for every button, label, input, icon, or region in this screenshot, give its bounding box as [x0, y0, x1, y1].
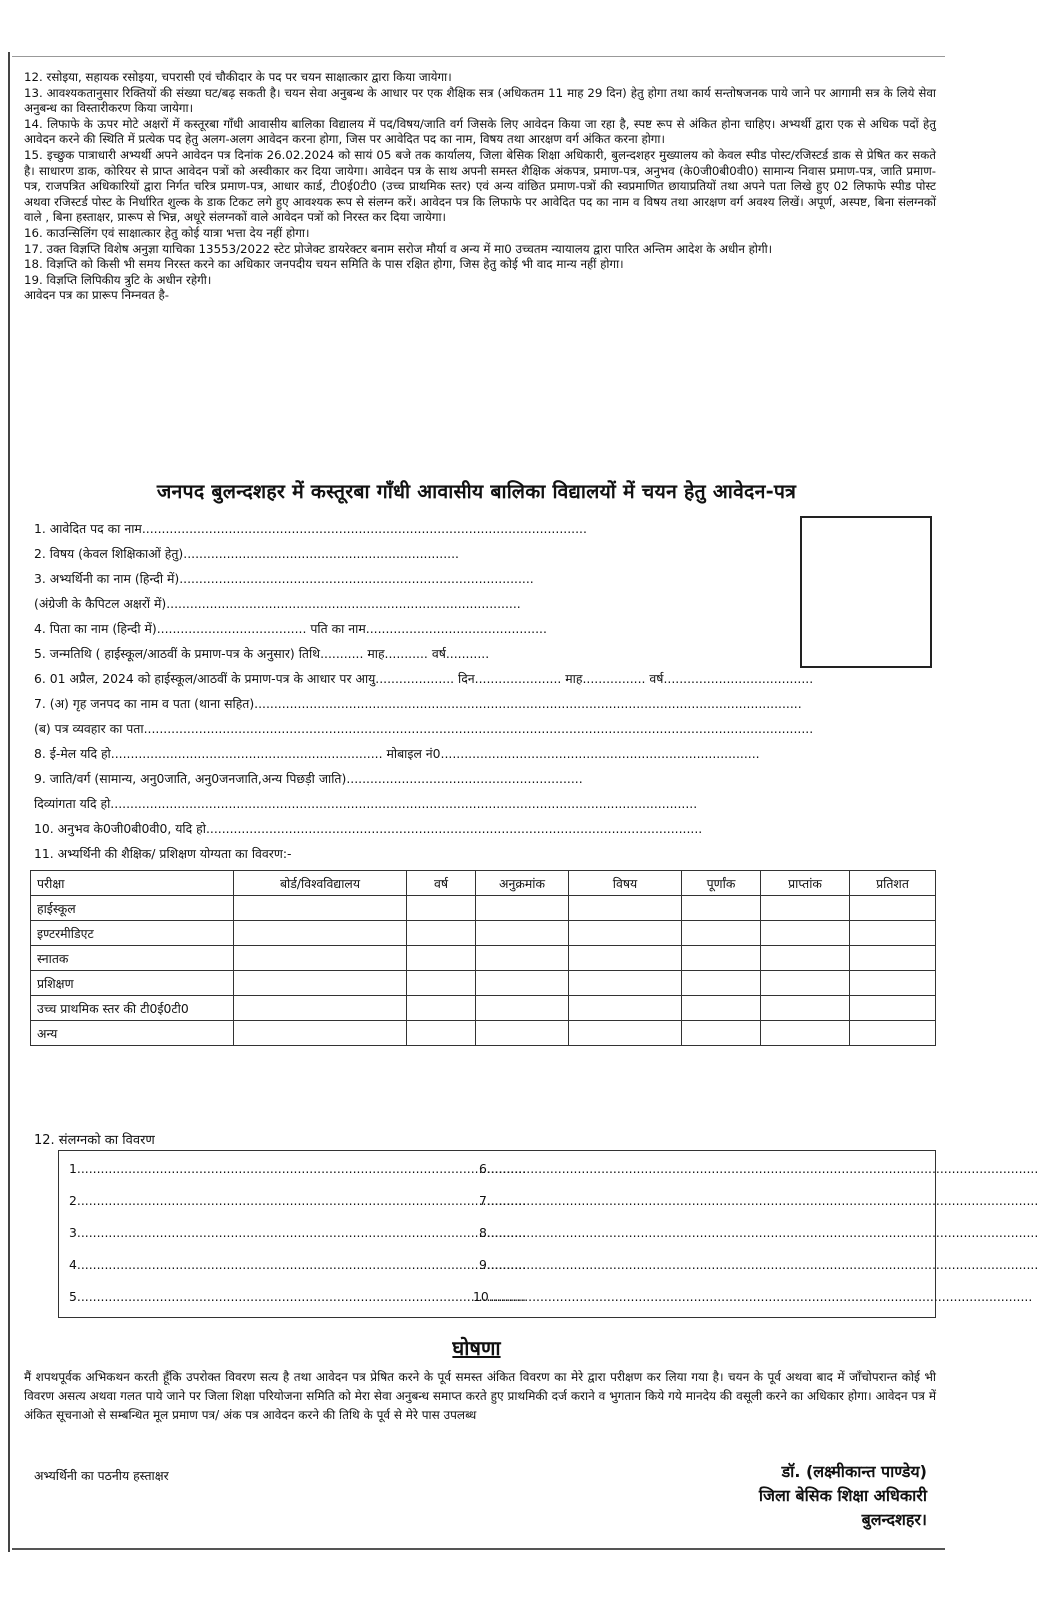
table-header-row	[31, 871, 936, 896]
row-label: स्नातक	[31, 946, 234, 971]
table-cell[interactable]	[569, 971, 682, 996]
field-subject[interactable]: 2. विषय (केवल शिक्षिकाओं हेतु)......................................................................	[34, 546, 459, 561]
field-postal-address[interactable]: (ब) पत्र व्यवहार का पता..........................................................................................................................................................................	[34, 721, 814, 736]
table-cell[interactable]	[761, 996, 850, 1021]
attachment-line[interactable]: 7............................................................................................................................................	[479, 1193, 1038, 1208]
table-cell[interactable]	[761, 1021, 850, 1046]
rule-13: 13. आवश्यकतानुसार रिक्तियों की संख्या घट/बढ़ सकती है। चयन सेवा अनुबन्ध के आधार पर एक शैक्षिक सत्र (अधिकतम 11 माह 29 दिन) हेतु होगा तथा कार्य सन्तोषजनक पाये जाने पर आगामी सत्र के लिये सेवा अनुबन्ध का विस्तारीकरण किया जायेगा।	[24, 85, 936, 116]
rule-16: 16. काउन्सिलिंग एवं साक्षात्कार हेतु कोई यात्रा भत्ता देय नहीं होगा।	[24, 225, 310, 240]
table-cell[interactable]	[850, 1021, 936, 1046]
declaration-title: घोषणा	[452, 1336, 501, 1360]
field-email-mobile[interactable]: 8. ई-मेल यदि हो..................................................................... मोबाइल नं0.................................................................................	[34, 746, 760, 761]
header-roll-number: अनुक्रमांक	[476, 871, 569, 896]
table-cell[interactable]	[569, 921, 682, 946]
table-cell[interactable]	[476, 921, 569, 946]
attachment-line[interactable]: 10..........................................................................................................................................	[473, 1289, 1033, 1304]
form-intro: आवेदन पत्र का प्रारूप निम्नवत है-	[24, 288, 170, 303]
rule-14: 14. लिफाफे के ऊपर मोटे अक्षरों में कस्तूरबा गाँधी आवासीय बालिका विद्यालय में पद/विषय/जाति वर्ग जिसके लिए आवेदन किया जा रहा है, स्पष्ट रूप से अंकित होना चाहिए। अभ्यर्थी द्वारा एक से अधिक पदों हेतु आवेदन करने की स्थिति में प्रत्येक पद हेतु अलग-अलग आवेदन करना होगा, जिस पर आवेदित पद का नाम, विषय तथा आरक्षण वर्ग अंकित करना होगा।	[24, 116, 936, 147]
table-cell[interactable]	[569, 1021, 682, 1046]
instructions-section	[24, 70, 936, 304]
table-cell[interactable]	[682, 896, 761, 921]
table-cell[interactable]	[234, 1021, 407, 1046]
table-cell[interactable]	[476, 896, 569, 921]
field-age[interactable]: 6. 01 अप्रैल, 2024 को हाईस्कूल/आठवीं के प्रमाण-पत्र के आधार पर आयु.................... दिन...................... माह................ वर्ष......................................	[34, 671, 814, 686]
applicant-signature-label: अभ्यर्थिनी का पठनीय हस्ताक्षर	[34, 1468, 169, 1483]
form-title: जनपद बुलन्दशहर में कस्तूरबा गाँधी आवासीय बालिका विद्यालयों में चयन हेतु आवेदन-पत्र	[156, 480, 797, 503]
table-cell[interactable]	[761, 896, 850, 921]
table-row	[31, 996, 936, 1021]
rule-12: 12. रसोइया, सहायक रसोइया, चपरासी एवं चौकीदार के पद पर चयन साक्षात्कार द्वारा किया जायेगा।	[24, 70, 452, 84]
rule-19: 19. विज्ञप्ति लिपिकीय त्रुटि के अधीन रहेगी।	[24, 272, 212, 287]
table-cell[interactable]	[850, 971, 936, 996]
attachment-line[interactable]: 9............................................................................................................................................	[479, 1257, 1038, 1272]
table-cell[interactable]	[850, 946, 936, 971]
table-cell[interactable]	[569, 946, 682, 971]
field-date-of-birth[interactable]: 5. जन्मतिथि ( हाईस्कूल/आठवीं के प्रमाण-पत्र के अनुसार) तिथि........... माह........... वर्ष...........	[34, 646, 490, 661]
header-year: वर्ष	[407, 871, 476, 896]
table-cell[interactable]	[407, 921, 476, 946]
attachment-line[interactable]: 4..................................................................................................................	[69, 1257, 526, 1272]
table-cell[interactable]	[682, 996, 761, 1021]
attachment-line[interactable]: 3..................................................................................................................	[69, 1225, 526, 1240]
officer-signature-block	[759, 1460, 927, 1532]
table-cell[interactable]	[234, 996, 407, 1021]
table-cell[interactable]	[476, 946, 569, 971]
field-name-hindi[interactable]: 3. अभ्यर्थिनी का नाम (हिन्दी में)..........................................................................................	[34, 571, 534, 586]
table-cell[interactable]	[850, 896, 936, 921]
table-row	[31, 971, 936, 996]
table-row	[31, 946, 936, 971]
field-name-english[interactable]: (अंग्रेजी के कैपिटल अक्षरों में)..........................................................................................	[34, 596, 521, 611]
table-cell[interactable]	[682, 946, 761, 971]
table-cell[interactable]	[234, 921, 407, 946]
field-disability[interactable]: दिव्यांगता यदि हो.....................................................................................................................................................	[34, 796, 698, 811]
header-obtained-marks: प्राप्तांक	[761, 871, 850, 896]
left-margin-line	[8, 52, 10, 1552]
table-cell[interactable]	[682, 971, 761, 996]
table-cell[interactable]	[407, 1021, 476, 1046]
row-label: हाईस्कूल	[31, 896, 234, 921]
table-cell[interactable]	[682, 921, 761, 946]
field-qualification-heading: 11. अभ्यर्थिनी की शैक्षिक/ प्रशिक्षण योग्यता का विवरण:-	[34, 846, 292, 861]
rule-18: 18. विज्ञप्ति को किसी भी समय निरस्त करने का अधिकार जनपदीय चयन समिति के पास रक्षित होगा, जिस हेतु कोई भी वाद मान्य नहीं होगा।	[24, 257, 624, 272]
header-subject: विषय	[569, 871, 682, 896]
attachments-box	[58, 1150, 1038, 1318]
table-row	[31, 896, 936, 921]
attachment-line[interactable]: 5..................................................................................................................	[69, 1289, 526, 1304]
field-home-address[interactable]: 7. (अ) गृह जनपद का नाम व पता (थाना सहित)...........................................................................................................................................	[34, 696, 802, 711]
table-cell[interactable]	[761, 971, 850, 996]
bottom-rule	[12, 1548, 945, 1550]
table-cell[interactable]	[850, 996, 936, 1021]
attachment-line[interactable]: 1..................................................................................................................	[69, 1161, 526, 1176]
table-cell[interactable]	[569, 996, 682, 1021]
table-cell[interactable]	[761, 946, 850, 971]
table-cell[interactable]	[407, 996, 476, 1021]
attachment-line[interactable]: 2..................................................................................................................	[69, 1193, 526, 1208]
header-exam: परीक्षा	[31, 871, 234, 896]
attachment-line[interactable]: 6............................................................................................................................................	[479, 1161, 1038, 1176]
table-cell[interactable]	[476, 1021, 569, 1046]
officer-title: जिला बेसिक शिक्षा अधिकारी	[758, 1486, 927, 1505]
table-cell[interactable]	[234, 946, 407, 971]
rule-17: 17. उक्त विज्ञप्ति विशेष अनुज्ञा याचिका 13553/2022 स्टेट प्रोजेक्ट डायरेक्टर बनाम सरोज मौर्या व अन्य में मा0 उच्चतम न्यायालय द्वारा पारित अन्तिम आदेश के अधीन होगी।	[24, 241, 773, 256]
row-label: इण्टरमीडिएट	[31, 921, 234, 946]
header-percentage: प्रतिशत	[850, 871, 936, 896]
field-father-husband-name[interactable]: 4. पिता का नाम (हिन्दी में)...................................... पति का नाम..............................................	[34, 621, 547, 636]
top-rule	[12, 56, 945, 57]
table-cell[interactable]	[234, 896, 407, 921]
field-post-name[interactable]: 1. आवेदित पद का नाम.................................................................................................................	[34, 521, 587, 536]
table-cell[interactable]	[407, 946, 476, 971]
table-cell[interactable]	[850, 921, 936, 946]
attachments-label: 12. संलग्नको का विवरण	[34, 1133, 155, 1148]
photo-box	[800, 516, 932, 668]
table-cell[interactable]	[476, 996, 569, 1021]
row-label: उच्च प्राथमिक स्तर की टी0ई0टी0	[31, 996, 234, 1021]
officer-name: डॉ. (लक्ष्मीकान्त पाण्डेय)	[781, 1462, 927, 1481]
table-row	[31, 921, 936, 946]
header-board: बोर्ड/विश्वविद्यालय	[234, 871, 407, 896]
table-cell[interactable]	[407, 896, 476, 921]
row-label: प्रशिक्षण	[31, 971, 234, 996]
officer-place: बुलन्दशहर।	[861, 1510, 927, 1529]
table-row	[31, 1021, 936, 1046]
declaration-text: मैं शपथपूर्वक अभिकथन करती हूँकि उपरोक्त विवरण सत्य है तथा आवेदन पत्र प्रेषित करने के पूर्व समस्त अंकित विवरण का मेरे द्वारा परीक्षण कर लिया गया है। चयन के पूर्व अथवा बाद में जाँचोपरान्त कोई भी विवरण असत्य अथवा गलत पाये जाने पर जिला शिक्षा परियोजना समिति को मेरा सेवा अनुबन्ध समाप्त करते हुए प्राथमिकी दर्ज कराने व भुगतान किये गये मानदेय की वसूली करने का अधिकार होगा। आवेदन पत्र में अंकित सूचनाओ से सम्बन्धित मूल प्रमाण पत्र/ अंक पत्र आवेदन करने की तिथि के पूर्व से मेरे पास उपलब्ध	[24, 1370, 936, 1422]
table-cell[interactable]	[761, 921, 850, 946]
rule-15: 15. इच्छुक पात्राधारी अभ्यर्थी अपने आवेदन पत्र दिनांक 26.02.2024 को सायं 05 बजे तक कार्यालय, जिला बेसिक शिक्षा अधिकारी, बुलन्दशहर मुख्यालय को केवल स्पीड पोस्ट/रजिस्टर्ड डाक से प्रेषित कर सकते है। साधारण डाक, कोरियर से प्राप्त आवेदन पत्रों को अस्वीकार कर दिया जायेगा। आवेदन पत्र के साथ अपनी समस्त शैक्षिक अंकपत्र, प्रमाण-पत्र, अनुभव (के0जी0बी0वी0) सामान्य निवास प्रमाण-पत्र, जाति प्रमाण-पत्र, राजपत्रित अधिकारियों द्वारा निर्गत चरित्र प्रमाण-पत्र, आधार कार्ड, टी0ई0टी0 (उच्च प्राथमिक स्तर) एवं अन्य वांछित प्रमाण-पत्रों की स्वप्रमाणित छायाप्रतियों तथा अपने पता लिखे हुए 02 लिफाफे स्पीड पोस्ट अथवा रजिस्टर्ड पोस्ट के निर्धारित शुल्क के डाक टिकट लगे हुए आवश्यक रूप से संलग्न करें। आवेदन पत्र कि लिफाफे पर आवेदित पद का नाम व विषय तथा आरक्षण वर्ग अवश्य लिखें। अपूर्ण, अस्पष्ट, बिना संलग्नकों वाले , बिना हस्ताक्षर, प्रारूप से भिन्न, अधूरे संलग्नकों वाले आवेदन पत्रों को निरस्त कर दिया जायेगा।	[24, 147, 936, 225]
table-cell[interactable]	[407, 971, 476, 996]
qualification-table	[30, 870, 936, 1046]
table-cell[interactable]	[569, 896, 682, 921]
table-cell[interactable]	[682, 1021, 761, 1046]
row-label: अन्य	[31, 1021, 234, 1046]
table-cell[interactable]	[476, 971, 569, 996]
attachment-line[interactable]: 8............................................................................................................................................	[479, 1225, 1038, 1240]
header-max-marks: पूर्णांक	[682, 871, 761, 896]
field-category[interactable]: 9. जाति/वर्ग (सामान्य, अनु0जाति, अनु0जनजाति,अन्य पिछड़ी जाति)............................................................	[34, 771, 583, 786]
table-cell[interactable]	[234, 971, 407, 996]
field-experience[interactable]: 10. अनुभव के0जी0बी0वी0, यदि हो..............................................................................................................................	[34, 821, 703, 836]
